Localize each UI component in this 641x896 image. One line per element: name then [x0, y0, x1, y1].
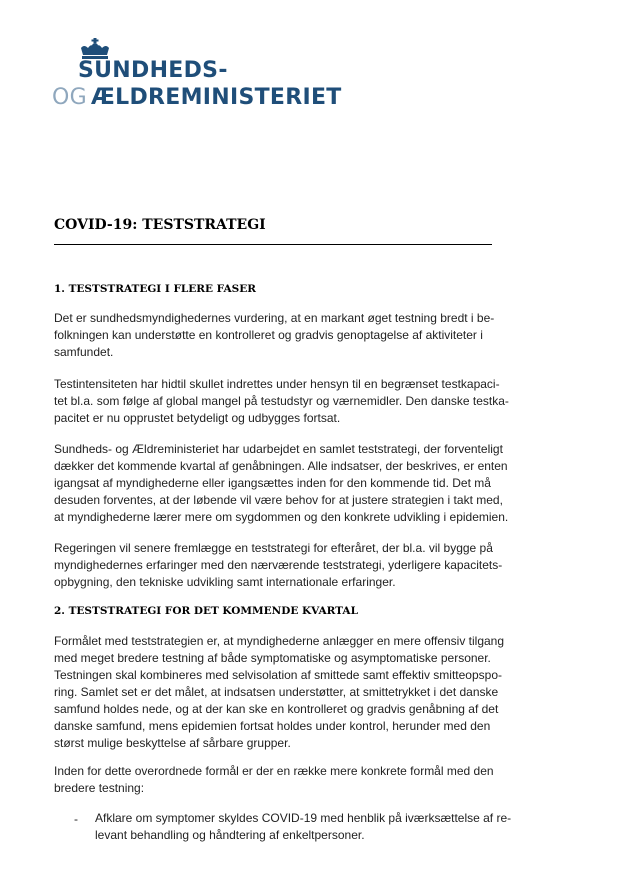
text-line: Inden for dette overordnede formål er der en række mere konkrete formål med den [54, 764, 494, 778]
section1-paragraph4 [54, 540, 504, 591]
document-title: COVID-19: TESTSTRATEGI [54, 217, 266, 233]
text-line: Det er sundhedsmyndighedernes vurdering, at en markant øget testning bredt i be- [54, 311, 495, 325]
text-line: folkningen kan understøtte en kontrolleret og gradvis genoptagelse af aktiviteter i [54, 328, 483, 342]
logo-line2-prefix: OG [52, 85, 87, 110]
text-line: pacitet er nu opprustet betydeligt og udbygges fortsat. [54, 411, 341, 425]
text-line: Testintensiteten har hidtil skullet indrettes under hensyn til en begrænset testkapaci- [54, 377, 500, 391]
text-line: dækker det kommende kvartal af genåbningen. Alle indsatser, der beskrives, er enten [54, 459, 508, 473]
text-line: levant behandling og håndtering af enkeltpersoner. [95, 828, 365, 842]
text-line: Regeringen vil senere fremlægge en teststrategi for efteråret, der bl.a. vil bygge på [54, 541, 493, 555]
section2-paragraph2 [54, 763, 504, 797]
section1-paragraph1 [54, 310, 504, 361]
title-divider [54, 244, 492, 245]
section1-paragraph3 [54, 441, 509, 526]
text-line: tet bl.a. som følge af global mangel på testudstyr og værnemidler. Den danske testka- [54, 394, 509, 408]
text-line: størst mulige beskyttelse af sårbare grupper. [54, 736, 291, 750]
text-line: Sundheds- og Ældreministeriet har udarbejdet en samlet teststrategi, der forventeligt [54, 442, 503, 456]
text-line: desuden forventes, at der løbende vil være behov for at justere strategien i takt med, [54, 493, 503, 507]
text-line: samfundet. [54, 345, 114, 359]
section1-paragraph2 [54, 376, 509, 427]
bullet-marker: - [74, 812, 78, 826]
section2-heading: 2. TESTSTRATEGI FOR DET KOMMENDE KVARTAL [54, 605, 358, 617]
text-line: at myndighederne lærer mere om sygdommen og den konkrete udvikling i epidemien. [54, 510, 509, 524]
section2-paragraph1 [54, 633, 504, 752]
text-line: Afklare om symptomer skyldes COVID-19 med henblik på iværksættelse af re- [95, 811, 512, 825]
text-line: ring. Samlet set er det målet, at indsatsen understøtter, at smittetrykket i det danske [54, 685, 499, 699]
text-line: danske samfund, mens epidemien fortsat holdes under kontrol, herunder med den [54, 719, 491, 733]
logo-line1: SUNDHEDS- [78, 58, 228, 83]
text-line: igangsat af myndighederne eller igangsættes inden for den kommende tid. Det må [54, 476, 491, 490]
text-line: samfund holdes nede, og at der kan ske en kontrolleret og gradvis genåbning af det [54, 702, 499, 716]
text-line: myndighedernes erfaringer med den nærværende teststrategi, yderligere kapacitets- [54, 558, 503, 572]
ministry-logo [52, 38, 342, 114]
logo-line2-main: ÆLDREMINISTERIET [90, 85, 342, 110]
bullet-item [95, 810, 512, 844]
text-line: Testningen skal kombineres med selvisolation af smittede samt effektiv smitteopspo- [54, 668, 502, 682]
section1-heading: 1. TESTSTRATEGI I FLERE FASER [54, 283, 256, 295]
text-line: opbygning, den tekniske udvikling samt internationale erfaringer. [54, 575, 396, 589]
text-line: med meget bredere testning af både symptomatiske og asymptomatiske personer. [54, 651, 491, 665]
crown-icon [78, 38, 112, 60]
text-line: Formålet med teststrategien er, at myndighederne anlægger en mere offensiv tilgang [54, 634, 505, 648]
logo-line2 [52, 85, 342, 110]
text-line: bredere testning: [54, 781, 145, 795]
